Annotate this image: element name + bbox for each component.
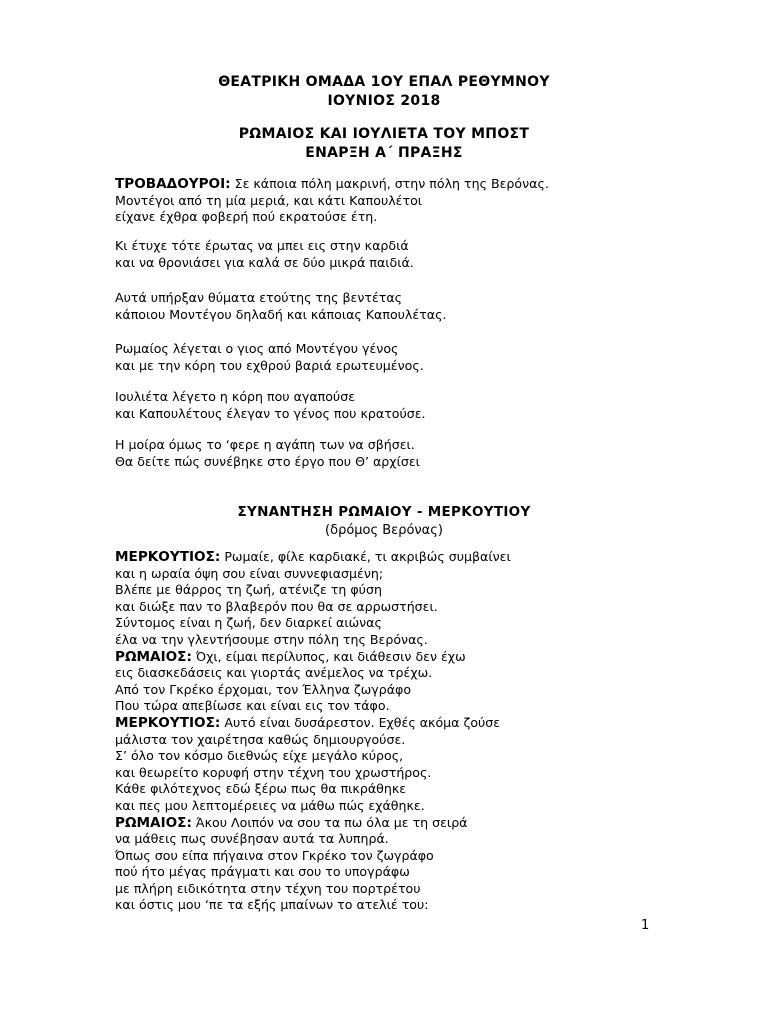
dialogue-first-line [115,815,735,832]
scene-title: ΣΥΝΑΝΤΗΣΗ ΡΩΜΑΙΟΥ - ΜΕΡΚΟΥΤΙΟΥ [237,504,531,520]
verse-line: Θα δείτε πώς συνέβηκε στο έργο που Θ’ αρχίσει [115,453,420,469]
stanza [115,389,735,422]
stanza [115,437,735,470]
verse-line: Κι έτυχε τότε έρωτας να μπει εις στην καρδιά [115,238,409,253]
dialogue-first-line [115,549,735,566]
play-title: ΡΩΜΑΙΟΣ ΚΑΙ ΙΟΥΛΙΕΤΑ ΤΟΥ ΜΠΟΣΤ [238,126,530,142]
dialogue-block [115,549,735,914]
stanza [115,290,735,323]
verse-line: Σύντομος είναι η ζωή, δεν διαρκεί αιώνας [115,615,382,631]
verse-line: με πλήρη ειδικότητα στην τέχνη του πορτρέτου [115,880,421,896]
verse-line: μάλιστα τον χαιρέτησα καθώς δημιουργούσε. [115,731,406,747]
verse-line: Από τον Γκρέκο έρχομαι, τον Έλληνα ζωγράφο [115,681,412,697]
verse-line: Αυτά υπήρξαν θύματα ετούτης της βεντέτας [115,290,403,305]
verse-line: πού ήτο μέγας πράγματι και σου το υπογράφω [115,864,410,880]
verse-line: Η μοίρα όμως το ‘φερε η αγάπη των να σβήσει. [115,437,415,452]
prologue-block [115,176,735,226]
dialogue-first-line [115,715,735,732]
verse-line: Που τώρα απεβίωσε και είναι εις τον τάφο. [115,698,390,714]
verse-text: Άκου Λοιπόν να σου τα πω όλα με τη σειρά [191,814,468,830]
stanza [115,238,735,271]
verse-line: και η ωραία όψη σου είναι συννεφιασμένη; [115,565,384,581]
verse-line: και να θρονιάσει για καλά σε δύο μικρά παιδιά. [115,254,414,270]
verse-line: Κάθε φιλότεχνος εδώ ξέρω πως θα πικράθηκε [115,781,407,797]
speaker-name: ΡΩΜΑΙΟΣ: [115,814,192,831]
verse-line: Μοντέγοι από τη μία μεριά, και κάτι Καπουλέτοι [115,192,423,208]
prologue-first-line [115,176,735,193]
speaker-name: ΜΕΡΚΟΥΤΙΟΣ: [115,714,221,731]
verse-line: Ιουλιέτα λέγετο η κόρη που αγαπούσε [115,389,356,404]
stanza [115,341,735,374]
verse-text: Όχι, είμαι περίλυπος, και διάθεσιν δεν έχω [191,648,466,664]
verse-line: και πες μου λεπτομέρειες να μάθω πώς εχάθηκε. [115,797,425,813]
verse-line: είχανε έχθρα φοβερή πού εκρατούσε έτη. [115,209,378,225]
verse-line: και Καπουλέτους έλεγαν το γένος που κρατούσε. [115,405,426,421]
header-line-1: ΘΕΑΤΡΙΚΗ ΟΜΑΔΑ 1ΟΥ ΕΠΑΛ ΡΕΘΥΜΝΟΥ [218,74,550,90]
verse-line: και θεωρείτο κορυφή στην τέχνη του χρωστήρος. [115,764,432,780]
verse-line: Όπως σου είπα πήγαινα στον Γκρέκο τον ζωγράφο [115,847,434,863]
verse-line: Βλέπε με θάρρος τη ζωή, ατένιζε τη φύση [115,582,382,598]
verse-line: κάποιου Μοντέγου δηλαδή και κάποιας Καπουλέτας. [115,306,447,322]
verse-text: Αυτό είναι δυσάρεστον. Εχθές ακόμα ζούσε [220,714,501,730]
act-title: ΕΝΑΡΞΗ Α΄ ΠΡΑΞΗΣ [305,145,463,161]
speaker-name: ΡΩΜΑΙΟΣ: [115,648,192,665]
verse-line: Σ’ όλο τον κόσμο διεθνώς είχε μεγάλο κύρος, [115,748,404,764]
verse-line: και όστις μου ‘πε τα εξής μπαίνων το ατελιέ του: [115,897,429,913]
page-number: 1 [641,918,650,933]
verse-line: Ρωμαίος λέγεται ο γιος από Μοντέγου γένος [115,341,399,356]
speaker-name: ΤΡΟΒΑΔΟΥΡΟΙ: [115,176,231,192]
verse-text: Ρωμαίε, φίλε καρδιακέ, τι ακριβώς συμβαίνει [220,549,511,564]
verse-line: εις διασκεδάσεις και γιορτάς ανέμελος να τρέχω. [115,665,433,681]
dialogue-first-line [115,649,735,666]
verse-line: και διώξε παν το βλαβερόν που θα σε αρρωστήσει. [115,598,438,614]
verse-text: Σε κάποια πόλη μακρινή, στην πόλη της Βερόνας. [230,176,549,191]
verse-line: και με την κόρη του εχθρού βαριά ερωτευμένος. [115,357,424,373]
scene-setting: (δρόμος Βερόνας) [325,523,443,538]
speaker-name: ΜΕΡΚΟΥΤΙΟΣ: [115,549,221,565]
header-line-2: ΙΟΥΝΙΟΣ 2018 [327,93,441,109]
verse-line: να μάθεις πως συνέβησαν αυτά τα λυπηρά. [115,831,389,847]
verse-line: έλα να την γλεντήσουμε στην πόλη της Βερόνας. [115,631,428,647]
